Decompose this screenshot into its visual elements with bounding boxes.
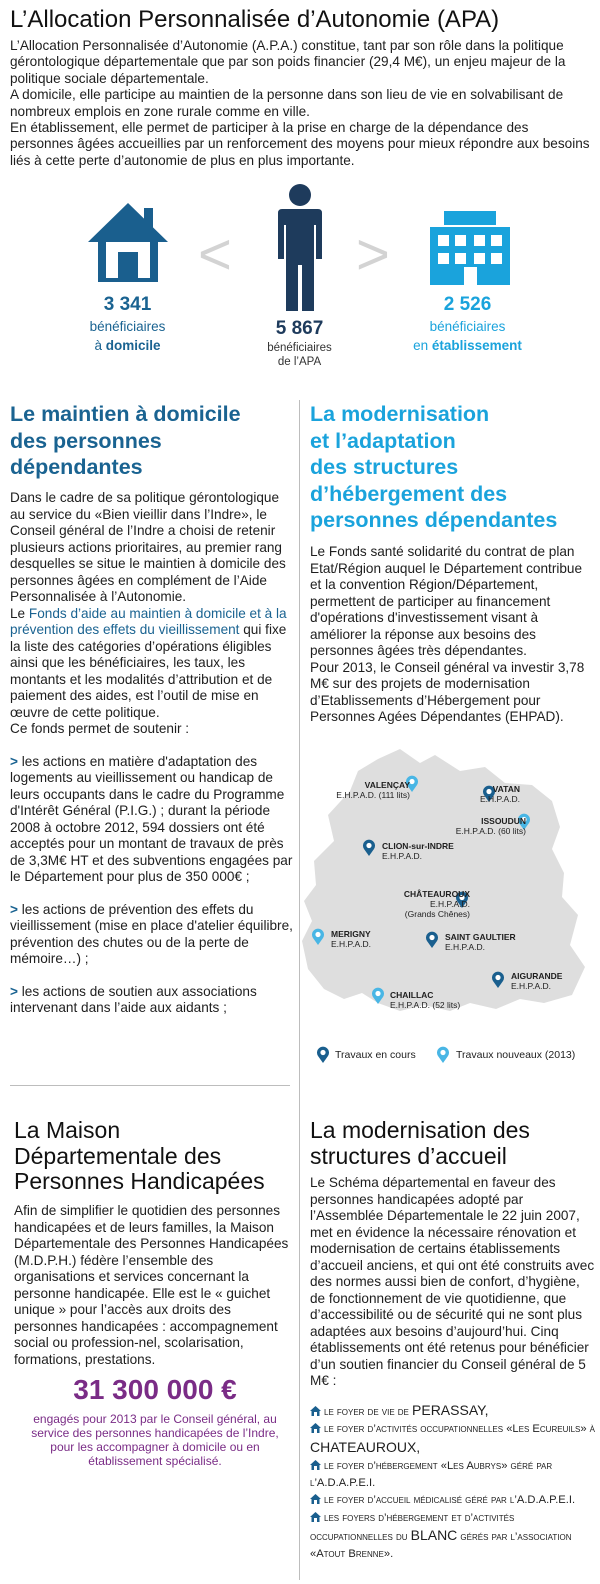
facility-beneficiaries-label: [400, 317, 535, 355]
bullet-arrow-icon: >: [10, 901, 18, 917]
map-place-name: VATAN: [492, 784, 520, 794]
map-place-name: AIGURANDE: [511, 971, 563, 981]
maintien-bullet: [10, 902, 294, 968]
map-pin-ongoing-icon[interactable]: [362, 839, 376, 857]
small-house-icon: [310, 1494, 321, 1504]
accueil-item-text: le foyer d’accueil médicalisé géré par l’A.D.A.P.E.I.: [324, 1494, 576, 1507]
map-place-label: [390, 990, 460, 1010]
map-pin-new-icon[interactable]: [311, 928, 325, 946]
modernisation-paragraph: Pour 2013, le Conseil général va investir 3,78 M€ sur des projets de modernisation d’Etablissements d’Hébergement pour Personnes Agées Dépendantes (EHPAD).: [310, 659, 585, 724]
modernisation-paragraph: Le Fonds santé solidarité du contrat de plan Etat/Région auquel le Département contribue et la convention Région/Département, permettent de participer au financement d'opérations d'investissement visant à améliorer la réponse aux besoins des personnes âgées très dépendantes.: [310, 544, 583, 658]
house-icon: [86, 200, 170, 284]
facility-label-prefix: en: [413, 338, 432, 353]
map-place-sub: E.H.P.A.D.: [331, 939, 371, 949]
page-title: L’Allocation Personnalisée d’Autonomie (APA): [10, 6, 500, 33]
modernisation-title-line: La modernisation: [310, 402, 490, 426]
mdph-title-line: Personnes Handicapées: [14, 1168, 265, 1194]
map-place-label: [330, 780, 410, 800]
map-place-label: [440, 784, 520, 804]
intro-text: [10, 38, 590, 169]
bullet-text: les actions en matière d'adaptation des logements au vieillissement ou handicap de leurs occupants dans le cadre du Programme d'Intérêt Général (P.I.G.) ; durant la période 2008 à octobre 2012, 594 dossiers ont été acceptés pour un montant de travaux de près de 3,3M€ HT et des subventions engagées par le Département pour plus de 350 000€ ;: [10, 753, 293, 884]
map-place-label: [446, 816, 526, 836]
map-place-sub: E.H.P.A.D. (52 lits): [390, 1000, 461, 1010]
maintien-title-line: dépendantes: [10, 455, 143, 479]
map-pin-ongoing-icon[interactable]: [425, 931, 439, 949]
maintien-bullet: [10, 754, 294, 886]
map-place-label: [445, 932, 516, 952]
fonds-link[interactable]: Fonds d’aide au maintien à domicile et à la prévention des effets du vieillissement: [10, 605, 287, 637]
legend-new-label: Travaux nouveaux (2013): [456, 1049, 576, 1061]
small-house-icon: [310, 1406, 321, 1416]
home-label-emphasis: domicile: [105, 338, 161, 353]
maintien-paragraph: [10, 606, 294, 722]
accueil-item-place: PERASSAY,: [412, 1402, 489, 1418]
accueil-item-text: gérés par l’association «Atout Brenne».: [310, 1531, 572, 1561]
map-place-sub: E.H.P.A.D. (111 lits): [336, 790, 410, 800]
facility-label-line2: [400, 336, 535, 355]
mdph-title: [14, 1118, 299, 1195]
bullet-text: les actions de prévention des effets du vieillissement (mise en place d'atelier équilibre, prévention des chutes ou de la perte de mémoire…) ;: [10, 901, 293, 966]
facility-beneficiaries-count: 2 526: [443, 294, 492, 315]
facility-label-emphasis: établissement: [431, 338, 522, 353]
modernisation-title: [310, 401, 595, 534]
map-place-label: [382, 841, 454, 861]
modernisation-title-line: et l’adaptation: [310, 428, 456, 453]
total-beneficiaries-label: [232, 341, 367, 369]
small-house-icon: [310, 1512, 321, 1522]
accueil-body: Le Schéma départemental en faveur des personnes handicapées adopté par l’Assemblée Départementale le 22 juin 2007, met en évidence la nécessaire rénovation et modernisation de certains établissements d’accueil anciens, et qui ont été construits avec des normes aussi bien de confort, d’hygiène, de fonctionnement de vie quotidienne, que d’accessibilité ou de sécurité qui ne sont plus adaptées aux besoins d’aujourd’hui. Cinq établissements ont été retenus pour bénéficier d’un soutien financier du Conseil général de 5 M€ :: [310, 1175, 595, 1388]
map-place-sub: (Grands Chênes): [404, 909, 470, 919]
total-label-line1: bénéficiaires: [267, 342, 332, 354]
map-place-name: ISSOUDUN: [481, 816, 526, 826]
mdph-amount-caption: engagés pour 2013 par le Conseil général, au service des personnes handicapées de l’Indre, pour les accompagner à domicile ou en établissement spécialisé.: [31, 1412, 279, 1468]
accueil-list-item: [310, 1402, 598, 1421]
home-label-line1: bénéficiaires: [89, 319, 166, 334]
maintien-bullet: [10, 984, 294, 1017]
accueil-item-place: CHATEAUROUX,: [310, 1438, 421, 1455]
map-place-name: CHÂTEAUROUX: [403, 889, 470, 899]
map-place-sub: E.H.P.A.D.: [382, 851, 422, 861]
facility-label-line1: bénéficiaires: [429, 319, 506, 334]
modernisation-body: [310, 544, 595, 726]
maintien-title: [10, 401, 295, 481]
small-house-icon: [310, 1460, 321, 1470]
home-label-prefix: à: [94, 338, 106, 353]
small-house-icon: [310, 1423, 321, 1433]
maintien-text: qui fixe la liste des catégories d’opérations éligibles ainsi que les bénéficiaires, les taux, les montants et les modalités d’attribution et de paiement des aides, est l’outil de mise en œuvre de cette politique.: [10, 622, 287, 720]
total-label-line2: de l’APA: [277, 356, 322, 368]
maintien-paragraph: Dans le cadre de sa politique gérontologique au service du «Bien vieillir dans l’Indre», le Conseil général de l’Indre a choisi de retenir plusieurs actions prioritaires, au premier rang desquelles se situe le maintien à domicile des personnes âgées en complément de l’Aide Personnalisée à l’Autonomie.: [10, 490, 286, 604]
modernisation-title-line: personnes dépendantes: [310, 508, 558, 532]
map-place-label: [331, 929, 371, 949]
map-place-name: CLION-sur-INDRE: [382, 841, 454, 851]
home-beneficiaries-label: [60, 317, 195, 355]
map-place-sub: E.H.P.A.D. (60 lits): [455, 826, 526, 836]
section-divider-left: [10, 1085, 290, 1086]
map-place-sub: E.H.P.A.D.: [480, 794, 520, 804]
accueil-list-item: [310, 1492, 598, 1509]
accueil-list-item: [310, 1421, 598, 1458]
mdph-title-line: Départementale des: [14, 1142, 222, 1169]
accueil-list-item: [310, 1458, 598, 1493]
map-place-name: SAINT GAULTIER: [445, 932, 516, 942]
accueil-title-line: La modernisation des: [310, 1117, 530, 1143]
home-beneficiaries-count: 3 341: [103, 294, 152, 315]
map-place-name: MERIGNY: [331, 929, 371, 939]
map-place-label: [511, 971, 562, 991]
map-place-sub: E.H.P.A.D.: [445, 942, 485, 952]
maintien-title-line: Le maintien à domicile: [10, 402, 241, 426]
mdph-body: Afin de simplifier le quotidien des personnes handicapées et de leurs familles, la Maison Départementale des Personnes Handicapées (M.D.P.H.) fédère l’ensemble des organisations et services concernant la personne handicapée. Elle est le « guichet unique » pour l’accès aux droits des personnes handicapées : accompagnement social ou profession-nel, scolarisation, formations, prestations.: [14, 1203, 289, 1367]
modernisation-title-line: d’hébergement des: [310, 481, 508, 506]
accueil-title: [310, 1118, 595, 1169]
bullet-arrow-icon: >: [10, 753, 18, 769]
accueil-item-text: le foyer de vie de: [324, 1406, 413, 1418]
maintien-body: [10, 490, 294, 1017]
maintien-paragraph: Ce fonds permet de soutenir :: [10, 721, 190, 736]
person-icon: [272, 183, 328, 313]
map-place-label: [390, 889, 470, 919]
map-pin-ongoing-icon[interactable]: [491, 971, 505, 989]
bullet-arrow-icon: >: [10, 983, 18, 999]
greater-than-sign: >: [356, 222, 390, 287]
maintien-title-line: des personnes: [10, 428, 162, 453]
map-place-name: CHAILLAC: [390, 990, 434, 1000]
map-place-sub: E.H.P.A.D.: [511, 981, 551, 991]
accueil-item-text: le foyer d’hébergement «Les Aubrys» géré par l’A.D.A.P.E.I.: [310, 1459, 553, 1490]
accueil-item-place: BLANC: [410, 1527, 458, 1544]
legend-ongoing-pin-icon: [316, 1046, 330, 1064]
accueil-list: [310, 1402, 598, 1564]
mdph-amount: 31 300 000 €: [73, 1374, 237, 1405]
building-icon: [428, 211, 512, 285]
home-label-line2: [60, 336, 195, 355]
map-place-name: VALENÇAY: [364, 780, 410, 790]
accueil-item-text: les foyers d’hébergement et d’activités occupationnelles du: [310, 1511, 515, 1544]
maintien-text: Le: [10, 605, 29, 621]
accueil-title-line: structures d’accueil: [310, 1142, 507, 1169]
mdph-title-line: La Maison: [14, 1117, 121, 1143]
intro-paragraph: En établissement, elle permet de participer à la prise en charge de la dépendance des personnes âgées accueillies par un renforcement des moyens pour mieux répondre aux besoins liés à cette perte d’autonomie de plus en plus importante.: [10, 120, 590, 168]
intro-paragraph: L’Allocation Personnalisée d’Autonomie (A.P.A.) constitue, tant par son rôle dans la politique gérontologique départementale que par son poids financier (29,4 M€), un enjeu majeur de la politique sociale départementale.: [10, 38, 566, 86]
bullet-text: les actions de soutien aux associations intervenant dans l’aide aux aidants ;: [10, 983, 257, 1015]
map-pin-new-icon[interactable]: [371, 987, 385, 1005]
legend-ongoing-label: Travaux en cours: [335, 1049, 416, 1061]
modernisation-title-line: des structures: [310, 455, 459, 479]
map-place-sub: E.H.P.A.D.: [430, 899, 470, 909]
intro-paragraph: A domicile, elle participe au maintien de la personne dans son lieu de vie en solvabilisant de nombreux emplois en zone rurale comme en ville.: [10, 87, 564, 119]
legend-new-pin-icon: [436, 1046, 450, 1064]
accueil-item-text: le foyer d’activités occupationnelles «Les Ecureuils» à: [324, 1423, 596, 1436]
total-beneficiaries-count: 5 867: [275, 318, 324, 339]
less-than-sign: <: [198, 222, 232, 287]
accueil-list-item: [310, 1510, 598, 1564]
